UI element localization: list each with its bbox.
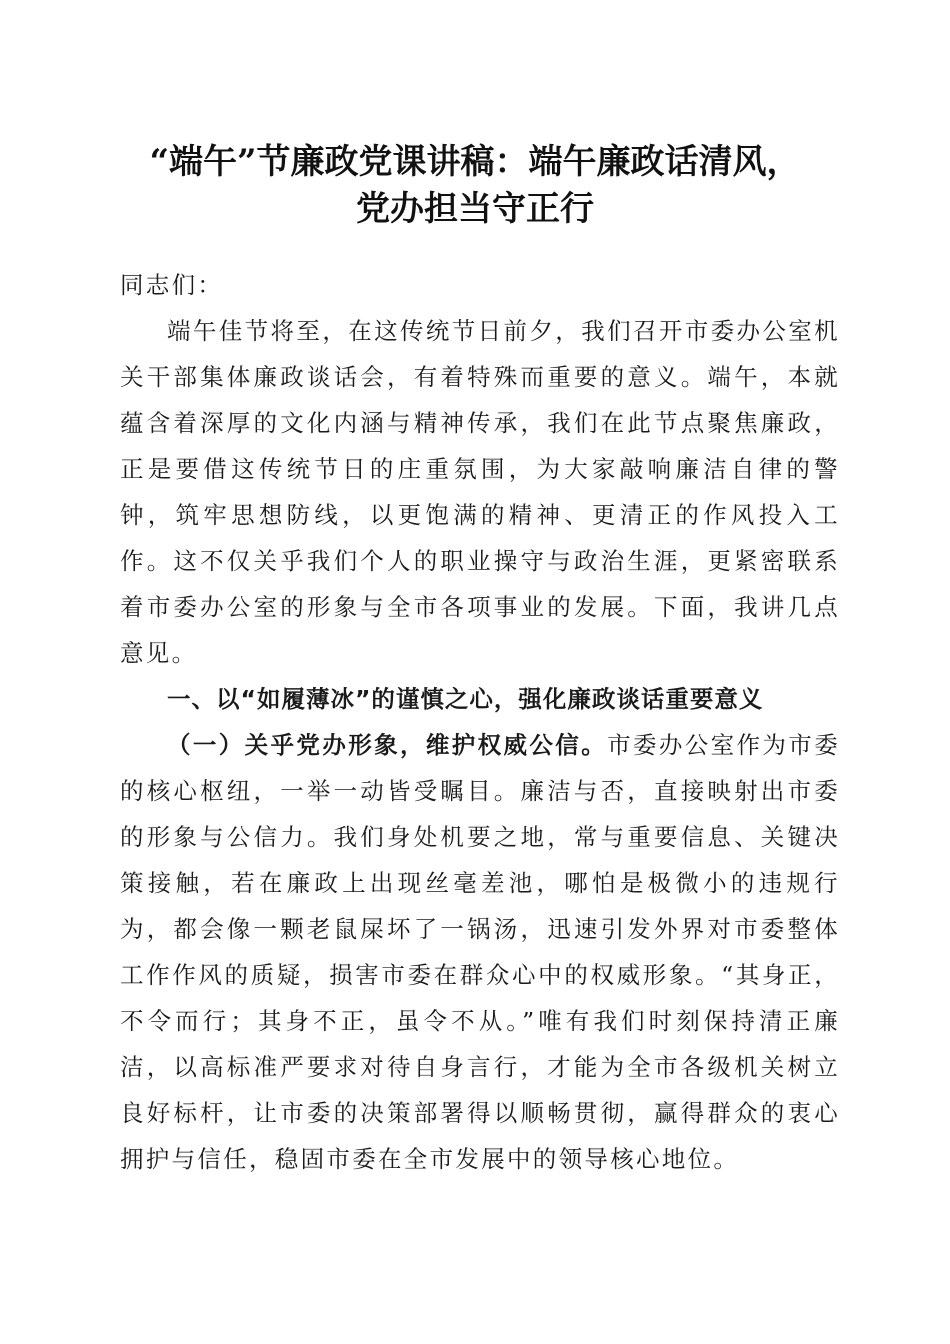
- salutation: 同志们：: [120, 271, 224, 299]
- document-body: [120, 262, 840, 1182]
- subsection-1-paragraph: [120, 722, 840, 1182]
- section-1-heading: 一、以“如履薄冰”的谨慎之心，强化廉政谈话重要意义: [167, 685, 764, 713]
- document-title-line-2: 党办担当守正行: [356, 189, 594, 229]
- intro-paragraph: 端午佳节将至，在这传统节日前夕，我们召开市委办公室机关干部集体廉政谈话会，有着特殊而重要的意义。端午，本就蕴含着深厚的文化内涵与精神传承，我们在此节点聚焦廉政，正是要借这传统节日的庄重氛围，为大家敲响廉洁自律的警钟，筑牢思想防线，以更饱满的精神、更清正的作风投入工作。这不仅关乎我们个人的职业操守与政治生涯，更紧密联系着市委办公室的形象与全市各项事业的发展。下面，我讲几点意见。: [120, 317, 840, 667]
- subsection-1-body: 市委办公室作为市委的核心枢纽，一举一动皆受瞩目。廉洁与否，直接映射出市委的形象与公信力。我们身处机要之地，常与重要信息、关键决策接触，若在廉政上出现丝毫差池，哪怕是极微小的违规行为，都会像一颗老鼠屎坏了一锅汤，迅速引发外界对市委整体工作作风的质疑，损害市委在群众心中的权威形象。“其身正，不令而行；其身不正，虽令不从。”唯有我们时刻保持清正廉洁，以高标准严要求对待自身言行，才能为全市各级机关树立良好标杆，让市委的决策部署得以顺畅贯彻，赢得群众的衷心拥护与信任，稳固市委在全市发展中的领导核心地位。: [120, 731, 840, 1173]
- document-title-line-1: “端午”节廉政党课讲稿：端午廉政话清风，: [149, 142, 801, 182]
- subsection-1-lead: （一）关乎党办形象，维护权威公信。: [167, 731, 608, 759]
